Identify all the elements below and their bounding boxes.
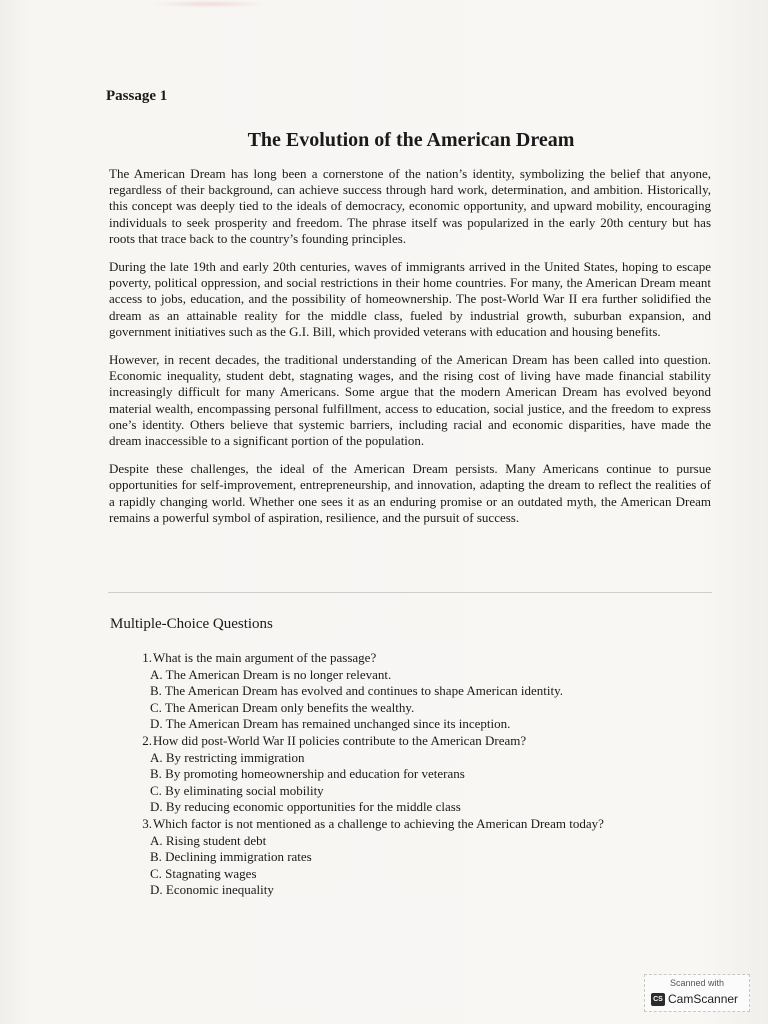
answer-option: A. The American Dream is no longer relevant. xyxy=(150,666,392,682)
answer-option: B. Declining immigration rates xyxy=(150,849,312,865)
answer-option: C. By eliminating social mobility xyxy=(150,782,324,798)
question-number: 3. xyxy=(142,815,152,831)
question-text: How did post-World War II policies contribute to the American Dream? xyxy=(153,732,527,748)
answer-option: D. By reducing economic opportunities for the middle class xyxy=(150,799,461,815)
question-item xyxy=(128,650,688,733)
watermark-brand-row xyxy=(651,992,738,1006)
question-number: 2. xyxy=(142,732,152,748)
passage-title: The Evolution of the American Dream xyxy=(247,129,575,151)
scan-smudge xyxy=(150,0,270,8)
watermark-brand: CamScanner xyxy=(668,992,739,1006)
passage-body xyxy=(109,166,711,538)
question-number: 1. xyxy=(142,650,152,665)
section-divider xyxy=(108,592,712,593)
answer-option: D. The American Dream has remained unchanged since its inception. xyxy=(150,716,511,732)
question-list xyxy=(128,650,688,899)
camscanner-watermark xyxy=(644,974,750,1012)
paragraph: The American Dream has long been a cornerstone of the nation’s identity, symbolizing the belief that anyone, regardless of their background, can achieve success through hard work, determination, and ambition. Historically, this concept was deeply tied to the ideals of democracy, economic opportunity, and upward mobility, encouraging individuals to seek prosperity and freedom. The phrase itself was popularized in the early 20th century but has roots that trace back to the country’s founding principles. xyxy=(109,166,711,246)
passage-label: Passage 1 xyxy=(106,88,168,104)
answer-option: B. By promoting homeownership and education for veterans xyxy=(150,766,465,782)
paragraph: Despite these challenges, the ideal of the American Dream persists. Many Americans continue to pursue opportunities for self-improvement, entrepreneurship, and innovation, adapting the dream to reflect the realities of a rapidly changing world. Whether one sees it as an enduring promise or an outdated myth, the American Dream remains a powerful symbol of aspiration, resilience, and the pursuit of success. xyxy=(109,461,711,525)
question-text: Which factor is not mentioned as a challenge to achieving the American Dream today? xyxy=(153,815,604,831)
answer-option: C. Stagnating wages xyxy=(150,865,257,881)
question-text: What is the main argument of the passage? xyxy=(153,650,377,665)
paragraph: During the late 19th and early 20th centuries, waves of immigrants arrived in the United States, hoping to escape poverty, political oppression, and social restrictions in their home countries. For many, the American Dream meant access to jobs, education, and the possibility of homeownership. The post-World War II era further solidified the dream as an attainable reality for the middle class, fueled by industrial growth, suburban expansion, and government initiatives such as the G.I. Bill, which provided veterans with education and housing benefits. xyxy=(109,259,711,339)
camscanner-logo-icon: CS xyxy=(651,993,665,1006)
answer-option: D. Economic inequality xyxy=(150,882,274,898)
paragraph: However, in recent decades, the traditional understanding of the American Dream has been called into question. Economic inequality, student debt, stagnating wages, and the rising cost of living have made financial stability increasingly difficult for many Americans. Some argue that the modern American Dream has evolved beyond material wealth, encompassing personal fulfillment, access to education, social justice, and the freedom to express one’s identity. Others believe that systemic barriers, including racial and economic disparities, have made the dream inaccessible to a significant portion of the population. xyxy=(109,352,711,449)
mcq-heading: Multiple-Choice Questions xyxy=(110,616,273,632)
answer-option: C. The American Dream only benefits the wealthy. xyxy=(150,699,415,715)
watermark-caption: Scanned with xyxy=(669,978,725,988)
question-item xyxy=(128,816,688,899)
answer-option: B. The American Dream has evolved and continues to shape American identity. xyxy=(150,683,563,699)
answer-option: A. Rising student debt xyxy=(150,832,267,848)
question-item xyxy=(128,733,688,816)
answer-option: A. By restricting immigration xyxy=(150,749,305,765)
